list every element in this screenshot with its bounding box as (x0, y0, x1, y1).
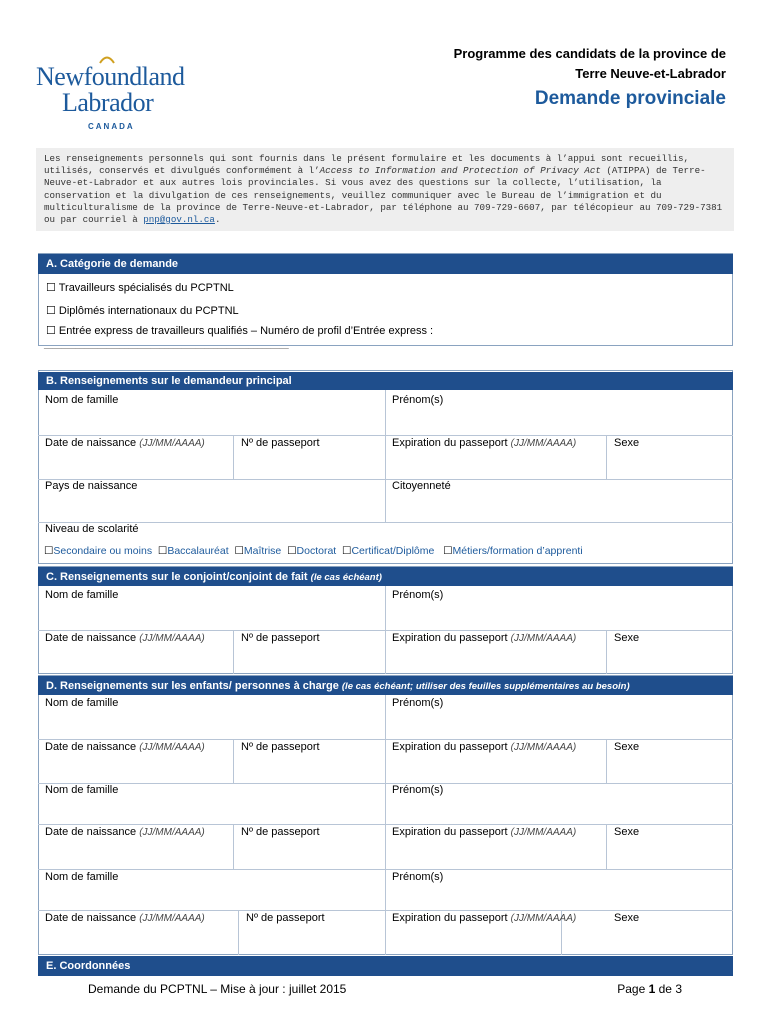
edu-option-doctorate: Doctorat (296, 545, 337, 557)
b-citizenship-label: Citoyenneté (392, 480, 451, 492)
divider (38, 522, 733, 523)
privacy-text-3: . (214, 214, 221, 226)
d2-dob-label: Date de naissance (JJ/MM/AAAA) (45, 826, 205, 838)
c-last-name-label: Nom de famille (45, 589, 119, 601)
divider (233, 630, 234, 674)
section-d-title: D. Renseignements sur les enfants/ personnes à charge (46, 680, 339, 692)
c-sex-label: Sexe (614, 632, 640, 644)
section-a-title: A. Catégorie de demande (46, 258, 179, 270)
edu-option-bachelor: Baccalauréat (167, 545, 229, 557)
b-sex-label: Sexe (614, 437, 640, 449)
section-d-header (38, 676, 733, 695)
d1-dob-label: Date de naissance (JJ/MM/AAAA) (45, 741, 205, 753)
divider (38, 739, 733, 740)
privacy-text-1: Les renseignements personnels qui sont fournis dans le présent formulaire et les documents à l’appui sont recueillis, utilisés, conservés et divulgués conformément à l’ (44, 153, 690, 177)
logo-text-newfoundland: Newfoundland (36, 62, 185, 91)
divider (385, 783, 386, 869)
d3-dob-label: Date de naissance (JJ/MM/AAAA) (45, 912, 205, 924)
logo-text-labrador: Labrador (62, 88, 154, 117)
privacy-text-2: (ATIPPA) de Terre-Neuve-et-Labrador et aux autres lois provinciales. Si vous avez des questions sur la collecte, l’utilisation, la conservation et la divulgation de ces renseignements, veuillez communiquer avec le Bureau de l’immigration et du multiculturalisme de la province de Terre-Neuve-et-Labrador, par téléphone au 709-729-6607, par télécopieur au 709-729-7381 ou par courriel à (44, 165, 723, 226)
b-first-name-label: Prénom(s) (392, 394, 444, 406)
section-e-title: E. Coordonnées (46, 960, 131, 972)
logo-text-canada: CANADA (88, 122, 135, 131)
edu-checkbox-trades[interactable]: ☐ (443, 545, 453, 557)
footer-page-number: Page 1 de 3 (617, 982, 682, 996)
b-dob-label: Date de naissance (JJ/MM/AAAA) (45, 437, 205, 449)
edu-checkbox-bachelor[interactable]: ☐ (157, 545, 168, 557)
c-first-name-label: Prénom(s) (392, 589, 444, 601)
d1-last-name-label: Nom de famille (45, 697, 119, 709)
header-line-2: Terre Neuve-et-Labrador (575, 66, 726, 81)
section-d-note: (le cas échéant; utiliser des feuilles supplémentaires au besoin) (341, 681, 630, 692)
divider (233, 824, 234, 869)
d3-sex-label: Sexe (614, 912, 640, 924)
privacy-act-name: Access to Information and Protection of Privacy Act (319, 165, 601, 177)
divider (606, 824, 607, 869)
c-passport-expiry-label: Expiration du passeport (JJ/MM/AAAA) (392, 632, 577, 644)
divider (606, 739, 607, 783)
education-options (44, 545, 583, 557)
b-birth-country-label: Pays de naissance (45, 480, 138, 492)
section-c-title: C. Renseignements sur le conjoint/conjoint de fait (46, 571, 308, 583)
express-entry-profile-line[interactable]: _______________________________________________________ (44, 340, 289, 349)
edu-option-secondary: Secondaire ou moins (53, 545, 153, 557)
divider (38, 479, 733, 480)
checkbox-skilled-workers[interactable]: ☐ Travailleurs spécialisés du PCPTNL (46, 282, 234, 294)
section-a-header (38, 254, 733, 274)
edu-option-trades: Métiers/formation d’apprenti (452, 545, 583, 557)
d3-first-name-label: Prénom(s) (392, 871, 444, 883)
b-passport-expiry-label: Expiration du passeport (JJ/MM/AAAA) (392, 437, 577, 449)
edu-option-master: Maîtrise (243, 545, 282, 557)
c-dob-label: Date de naissance (JJ/MM/AAAA) (45, 632, 205, 644)
section-b-header (38, 372, 733, 390)
divider (238, 910, 239, 955)
d2-last-name-label: Nom de famille (45, 784, 119, 796)
d2-first-name-label: Prénom(s) (392, 784, 444, 796)
checkbox-international-graduates[interactable]: ☐ Diplômés internationaux du PCPTNL (46, 305, 239, 317)
d3-passport-expiry-label: Expiration du passeport (JJ/MM/AAAA) (392, 912, 577, 924)
edu-checkbox-doctorate[interactable]: ☐ (287, 545, 297, 557)
divider (385, 869, 386, 955)
b-last-name-label: Nom de famille (45, 394, 119, 406)
section-c-header (38, 567, 733, 586)
edu-checkbox-secondary[interactable]: ☐ (44, 545, 54, 557)
divider (38, 435, 733, 436)
d1-passport-expiry-label: Expiration du passeport (JJ/MM/AAAA) (392, 741, 577, 753)
d1-sex-label: Sexe (614, 741, 640, 753)
c-passport-label: Nº de passeport (241, 632, 320, 644)
d3-last-name-label: Nom de famille (45, 871, 119, 883)
divider (385, 390, 386, 522)
nl-logo (36, 62, 185, 137)
d1-first-name-label: Prénom(s) (392, 697, 444, 709)
divider (606, 630, 607, 674)
edu-checkbox-certificate[interactable]: ☐ (342, 545, 352, 557)
section-c-note: (le cas échéant) (310, 572, 382, 583)
edu-checkbox-master[interactable]: ☐ (234, 545, 244, 557)
header-line-1: Programme des candidats de la province de (453, 46, 726, 61)
section-b-title: B. Renseignements sur le demandeur principal (46, 375, 292, 387)
privacy-notice (36, 148, 734, 231)
divider (38, 630, 733, 631)
section-e-header (38, 956, 733, 976)
edu-option-certificate: Certificat/Diplôme (351, 545, 435, 557)
divider (38, 824, 733, 825)
checkbox-express-entry[interactable]: ☐ Entrée express de travailleurs qualifiés – Numéro de profil d’Entrée express : (46, 325, 434, 337)
d1-passport-label: Nº de passeport (241, 741, 320, 753)
form-title: Demande provinciale (534, 88, 726, 109)
d2-sex-label: Sexe (614, 826, 640, 838)
b-passport-label: Nº de passeport (241, 437, 320, 449)
divider (233, 739, 234, 783)
divider (606, 435, 607, 479)
d2-passport-label: Nº de passeport (241, 826, 320, 838)
d2-passport-expiry-label: Expiration du passeport (JJ/MM/AAAA) (392, 826, 577, 838)
footer-revision: Demande du PCPTNL – Mise à jour : juillet 2015 (88, 982, 347, 996)
d3-passport-label: Nº de passeport (246, 912, 325, 924)
privacy-email-link[interactable]: pnp@gov.nl.ca (143, 214, 215, 226)
divider (233, 435, 234, 479)
form-header (454, 44, 726, 112)
divider (38, 910, 733, 911)
b-education-label: Niveau de scolarité (45, 523, 139, 535)
